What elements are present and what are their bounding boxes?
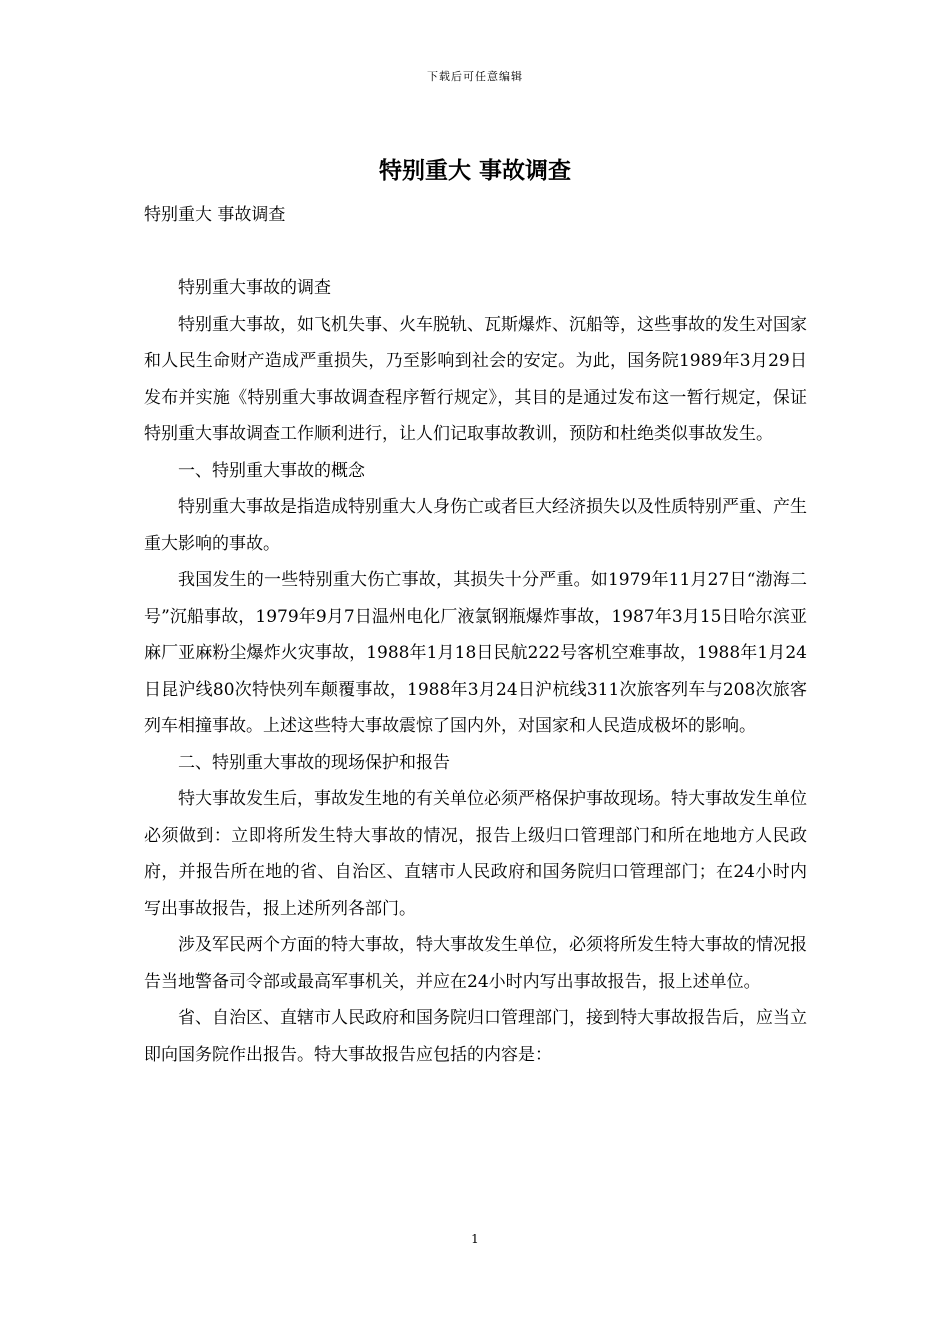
paragraph-military-civil: 涉及军民两个方面的特大事故，特大事故发生单位，必须将所发生特大事故的情况报告当地警备司令部或最高军事机关，并应在24小时内写出事故报告，报上述单位。 xyxy=(144,935,807,992)
page-number: 1 xyxy=(471,1232,479,1246)
document-subtitle: 特别重大 事故调查 xyxy=(144,205,286,225)
section-heading-investigation: 特别重大事故的调查 xyxy=(178,278,331,298)
section-heading-concept: 一、特别重大事故的概念 xyxy=(178,460,365,481)
paragraph-examples: 我国发生的一些特别重大伤亡事故，其损失十分严重。如1979年11月27日“渤海二号”沉船事故，1979年9月7日温州电化厂液氯钢瓶爆炸事故，1987年3月15日哈尔滨亚麻厂亚麻粉尘爆炸火灾事故，1988年1月18日民航222号客机空难事故，1988年1月24日昆沪线80次特快列车颠覆事故，1988年3月24日沪杭线311次旅客列车与208次旅客列车相撞事故。上述这些特大事故震惊了国内外，对国家和人民造成极坏的影响。 xyxy=(144,570,807,736)
document-body xyxy=(144,270,807,1073)
paragraph-intro: 特别重大事故，如飞机失事、火车脱轨、瓦斯爆炸、沉船等，这些事故的发生对国家和人民生命财产造成严重损失，乃至影响到社会的安定。为此，国务院1989年3月29日发布并实施《特别重大事故调查程序暂行规定》，其目的是通过发布这一暂行规定，保证特别重大事故调查工作顺利进行，让人们记取事故教训，预防和杜绝类似事故发生。 xyxy=(144,314,807,444)
document-title: 特别重大 事故调查 xyxy=(378,157,571,184)
paragraph-report-contents: 省、自治区、直辖市人民政府和国务院归口管理部门，接到特大事故报告后，应当立即向国务院作出报告。特大事故报告应包括的内容是： xyxy=(144,1008,807,1065)
paragraph-definition: 特别重大事故是指造成特别重大人身伤亡或者巨大经济损失以及性质特别严重、产生重大影响的事故。 xyxy=(144,497,807,554)
header-note: 下载后可任意编辑 xyxy=(427,70,523,83)
paragraph-scene-protection: 特大事故发生后，事故发生地的有关单位必须严格保护事故现场。特大事故发生单位必须做到：立即将所发生特大事故的情况，报告上级归口管理部门和所在地地方人民政府，并报告所在地的省、自治区、直辖市人民政府和国务院归口管理部门；在24小时内写出事故报告，报上述所列各部门。 xyxy=(144,789,807,919)
section-heading-reporting: 二、特别重大事故的现场保护和报告 xyxy=(178,752,450,773)
